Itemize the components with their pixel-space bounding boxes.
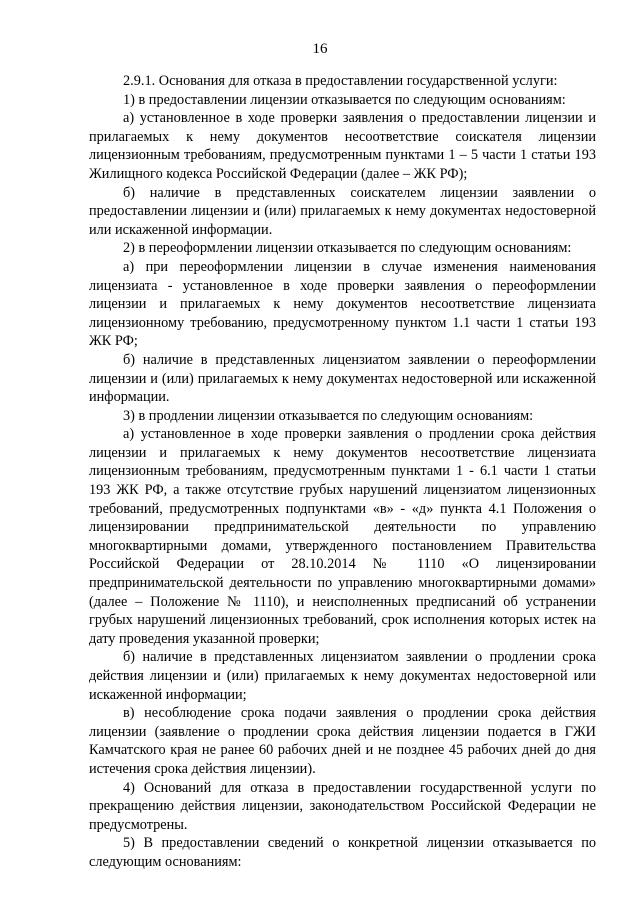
paragraph-item-1b: б) наличие в представленных соискателем лицензии заявлении о предоставлении лицензии и (или) прилагаемых к нему документах недостоверной или искаженной информации. — [89, 184, 596, 238]
paragraph-item-5: 5) В предоставлении сведений о конкретной лицензии отказывается по следующим основаниям: — [89, 835, 596, 870]
page-number: 16 — [312, 41, 328, 57]
paragraph-item-3v: в) несоблюдение срока подачи заявления о продлении срока действия лицензии (заявление о продлении срока действия лицензии подается в ГЖИ Камчатского края не ранее 60 рабочих дней и не позднее 45 рабочих дней до дня истечения срока действия лицензии). — [89, 705, 596, 777]
paragraph-item-2a: а) при переоформлении лицензии в случае изменения наименования лицензиата - установленное в ходе проверки заявления о переоформлении лицензии и прилагаемых к нему документов несоответствие лицензиата лицензионному требованию, предусмотренному пунктом 1.1 части 1 статьи 193 ЖК РФ; — [89, 258, 596, 350]
paragraph-item-1a: а) установленное в ходе проверки заявления о предоставлении лицензии и прилагаемых к нему документов несоответствие соискателя лицензии лицензионным требованиям, предусмотренным пунктами 1 – 5 части 1 статьи 193 Жилищного кодекса Российской Федерации (далее – ЖК РФ); — [89, 110, 596, 182]
paragraph-section-2-9-1: 2.9.1. Основания для отказа в предоставлении государственной услуги: — [123, 73, 558, 89]
paragraph-item-3a: а) установленное в ходе проверки заявления о продлении срока действия лицензии и прилагаемых к нему документов несоответствие лицензиата лицензионным требованиям, предусмотренным пунктами 1 - 6.1 части 1 статьи 193 ЖК РФ, а также отсутствие грубых нарушений лицензиатом лицензионных требований, предусмотренных подпунктами «в» - «д» пункта 4.1 Положения о лицензировании предпринимательской деятельности по управлению многоквартирными домами, утвержденного постановлением Правительства Российской Федерации от 28.10.2014 № 1110 «О лицензировании предпринимательской деятельности по управлению многоквартирными домами» (далее – Положение № 1110), и неисполненных предписаний об устранении грубых нарушений лицензионных требований, срок исполнения которых истек на дату проведения указанной проверки; — [89, 426, 596, 647]
paragraph-item-1: 1) в предоставлении лицензии отказывается по следующим основаниям: — [123, 91, 566, 108]
paragraph-item-2b: б) наличие в представленных лицензиатом заявлении о переоформлении лицензии и (или) прилагаемых к нему документах недостоверной или искаженной информации. — [89, 351, 596, 406]
paragraph-item-4: 4) Оснований для отказа в предоставлении государственной услуги по прекращению действия лицензии, законодательством Российской Федерации не предусмотрены. — [89, 779, 596, 833]
paragraph-item-3b: б) наличие в представленных лицензиатом заявлении о продлении срока действия лицензии и (или) прилагаемых к нему документах недостоверной или искаженной информации; — [89, 649, 596, 703]
paragraph-item-3: 3) в продлении лицензии отказывается по следующим основаниям: — [123, 407, 534, 424]
document-body — [89, 72, 596, 872]
paragraph-item-2: 2) в переоформлении лицензии отказывается по следующим основаниям: — [123, 240, 572, 257]
